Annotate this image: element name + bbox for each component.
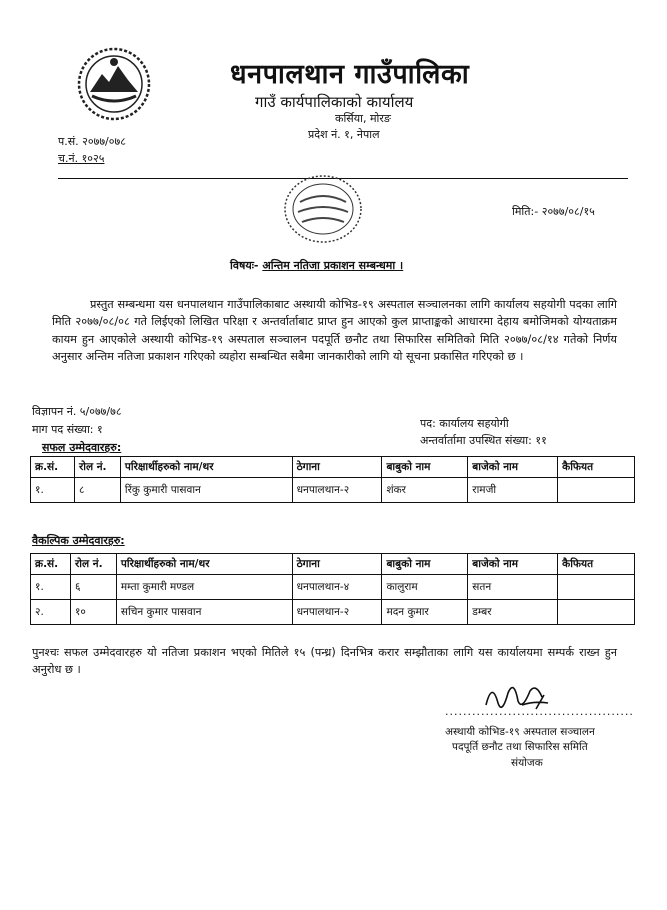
cell-roll: ८ <box>74 478 120 503</box>
col-serial: क्र.सं. <box>31 554 71 575</box>
cell-remarks <box>558 600 635 625</box>
table-row <box>31 600 635 625</box>
alternate-candidates-title: वैकल्पिक उम्मेदवारहरु: <box>32 534 125 547</box>
cell-remarks <box>558 575 635 600</box>
cell-grandfather: डम्बर <box>468 600 558 625</box>
subject-prefix: विषयः- <box>230 259 263 272</box>
table-row <box>31 575 635 600</box>
cell-father: मदन कुमार <box>382 600 468 625</box>
table-header-row <box>31 457 635 478</box>
cell-address: धनपालथान-२ <box>292 600 382 625</box>
subject-text: अन्तिम नतिजा प्रकाशन सम्बन्धमा । <box>262 259 404 272</box>
table-header-row <box>31 554 635 575</box>
cell-roll: १० <box>70 600 116 625</box>
address-line-1: कर्सिया, मोरङ <box>335 112 391 125</box>
cell-address: धनपालथान-४ <box>292 575 382 600</box>
address-line-2: प्रदेश नं. १, नेपाल <box>308 128 380 141</box>
post-name: पद: कार्यालय सहयोगी <box>420 417 509 430</box>
col-father: बाबुको नाम <box>382 554 468 575</box>
cell-roll: ६ <box>70 575 116 600</box>
advertisement-number: विज्ञापन नं. ५/०७७/७८ <box>32 405 122 418</box>
col-name: परिक्षार्थीहरुको नाम/थर <box>116 554 292 575</box>
col-roll: रोल नं. <box>70 554 116 575</box>
official-stamp <box>282 172 364 246</box>
cell-father: कालुराम <box>382 575 468 600</box>
col-name: परिक्षार्थीहरुको नाम/थर <box>120 457 292 478</box>
alternate-candidates-table <box>30 553 635 625</box>
subject-line <box>230 258 403 273</box>
col-father: बाबुको नाम <box>382 457 468 478</box>
successful-candidates-title: सफल उम्मेदवारहरु: <box>42 441 122 454</box>
cell-serial: १. <box>31 478 75 503</box>
cell-remarks <box>558 478 635 503</box>
organization-name: धनपालथान गाउँपालिका <box>230 59 470 90</box>
cell-grandfather: सतन <box>468 575 558 600</box>
cell-name: मम्ता कुमारी मण्डल <box>116 575 292 600</box>
letter-date: मिति:- २०७७/०८/१५ <box>512 205 595 218</box>
cell-serial: २. <box>31 600 71 625</box>
cell-name: रिंकु कुमारी पासवान <box>120 478 292 503</box>
cell-address: धनपालथान-२ <box>292 478 382 503</box>
col-grandfather: बाजेको नाम <box>468 457 558 478</box>
letter-number: प.सं. २०७७/०७८ <box>58 135 126 148</box>
cell-serial: १. <box>31 575 71 600</box>
vacancy-count: माग पद संख्या: १ <box>32 423 103 436</box>
cell-grandfather: रामजी <box>468 478 558 503</box>
dispatch-number: च.नं. १०२५ <box>58 152 105 165</box>
office-name: गाउँ कार्यपालिकाको कार्यालय <box>255 93 414 111</box>
notice-body: प्रस्तुत सम्बन्धमा यस धनपालथान गाउँपालिकाबाट अस्थायी कोभिड-१९ अस्पताल सञ्चालनका लागि कार्यालय सहयोगी पदका लागि मिति २०७७/०८/०८ गते लिईएको लिखित परिक्षा र अन्तर्वार्ताबाट प्राप्त हुन आएको कुल प्राप्ताङ्कको आधारमा देहाय बमोजिमको योग्यताक्रम कायम हुन आएकोले अस्थायी कोभिड-१९ अस्पताल सञ्चालन पदपूर्ति छनौट तथा सिफारिस समितिको मिति २०७७/०८/१४ गतेको निर्णय अनुसार अन्तिम नतिजा प्रकाशन गरिएको व्यहोरा सम्बन्धित सबैमा जानकारीको लागि यो सूचना प्रकासित गरिएको छ । <box>52 298 617 363</box>
cell-father: शंकर <box>382 478 468 503</box>
signatory-role: संयोजक <box>511 757 543 769</box>
col-grandfather: बाजेको नाम <box>468 554 558 575</box>
col-remarks: कैफियत <box>558 457 635 478</box>
postscript-note: पुनश्चः सफल उम्मेदवारहरु यो नतिजा प्रकाशन भएको मितिले १५ (पन्ध्र) दिनभित्र करार सम्झौताका लागि यस कार्यालयमा सम्पर्क राख्न हुन अनुरोध छ । <box>32 646 617 676</box>
committee-line-1: अस्थायी कोभिड-१९ अस्पताल सञ्चालन <box>445 726 595 738</box>
interview-attendance: अन्तर्वार्तामा उपस्थित संख्या: ११ <box>420 434 547 447</box>
col-address: ठेगाना <box>292 554 382 575</box>
col-roll: रोल नं. <box>74 457 120 478</box>
col-remarks: कैफियत <box>558 554 635 575</box>
col-address: ठेगाना <box>292 457 382 478</box>
government-emblem-logo <box>76 46 152 122</box>
committee-line-2: पदपूर्ति छनौट तथा सिफारिस समिति <box>452 741 588 753</box>
signature-line: .......................................... <box>445 705 634 718</box>
table-row <box>31 478 635 503</box>
col-serial: क्र.सं. <box>31 457 75 478</box>
successful-candidates-table <box>30 456 635 503</box>
cell-name: सचिन कुमार पासवान <box>116 600 292 625</box>
